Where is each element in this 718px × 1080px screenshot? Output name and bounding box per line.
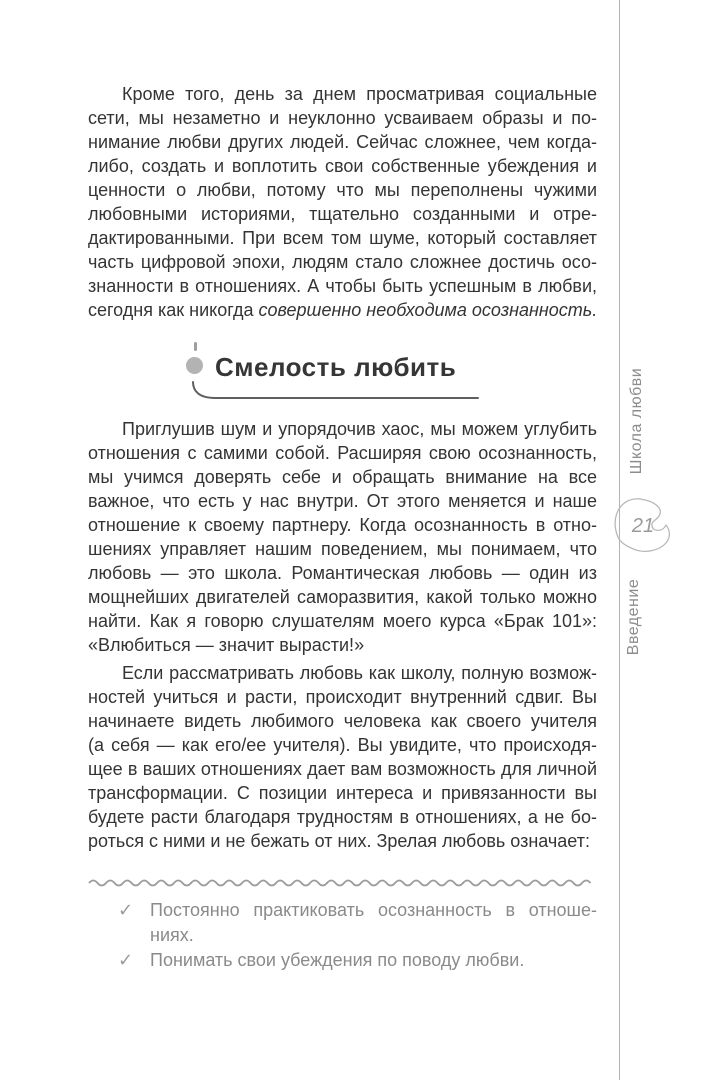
paragraph-text: сегодня как никогда	[88, 300, 259, 320]
heading-tick-icon	[194, 342, 197, 351]
paragraph-line	[88, 298, 597, 322]
paragraph-line: (а себя — как его/ее учителя). Вы увидите, что происходя-	[88, 735, 597, 755]
list-item-text	[150, 948, 597, 973]
paragraph-line: часть цифровой эпохи, людям стало сложнее достичь осо-	[88, 252, 597, 272]
paragraph-line: любовными историями, тщательно созданными и отре-	[88, 204, 597, 224]
list-item	[118, 948, 597, 973]
section-title: Смелость любить	[215, 352, 457, 382]
margin-label-chapter: Введение	[625, 578, 642, 656]
paragraph-1	[88, 82, 597, 322]
paragraph-line: ценности о любви, потому что мы переполнены чужими	[88, 180, 597, 200]
checkmark-icon: ✓	[118, 950, 134, 970]
paragraph-line: отношение к своему партнеру. Когда осознанность в отно-	[88, 515, 597, 535]
paragraph-line: «Влюбиться — значит вырасти!»	[88, 635, 365, 655]
heading-dot-icon	[186, 357, 203, 374]
paragraph-line: Кроме того, день за днем просматривая социальные	[122, 84, 597, 104]
list-item-text	[150, 898, 597, 948]
paragraph-line: любовь — это школа. Романтическая любовь — один из	[88, 563, 597, 583]
list-item-line: ниях.	[150, 925, 194, 945]
heading-underline	[188, 381, 482, 402]
paragraph-line: ностей учиться и расти, происходит внутренний сдвиг. Вы	[88, 687, 597, 707]
paragraph-line: важное, что есть у нас внутри. От этого меняется и наше	[88, 491, 597, 511]
paragraph-3	[88, 661, 597, 853]
checklist	[118, 898, 597, 973]
page-number: 21	[631, 515, 655, 537]
wavy-divider	[88, 876, 598, 889]
paragraph-line: мы учимся доверять себе и обращать внимание на все	[88, 467, 597, 487]
paragraph-line: найти. Как я говорю слушателям моего курса «Брак 101»:	[88, 611, 597, 631]
paragraph-line: будете расти благодаря трудностям в отношениях, а не бо-	[88, 807, 597, 827]
paragraph-line: роться с ними и не бежать от них. Зрелая любовь означает:	[88, 831, 590, 851]
paragraph-line: щее в ваших отношениях дает вам возможность для личной	[88, 759, 597, 779]
list-item-line: Постоянно практиковать осознанность в отноше-	[150, 900, 597, 920]
paragraph-line: Приглушив шум и упорядочив хаос, мы можем углубить	[122, 419, 597, 439]
checkmark-icon: ✓	[118, 900, 134, 920]
margin-label-book: Школа любви	[628, 367, 645, 475]
paragraph-line: знанности в отношениях. А чтобы быть успешным в любви,	[88, 276, 597, 296]
paragraph-line: мощнейших двигателей саморазвития, какой только можно	[88, 587, 597, 607]
list-item-line: Понимать свои убеждения по поводу любви.	[150, 950, 525, 970]
paragraph-line: нимание любви других людей. Сейчас сложнее, чем когда-	[88, 132, 597, 152]
paragraph-line: Если рассматривать любовь как школу, полную возмож-	[122, 663, 597, 683]
paragraph-2	[88, 417, 597, 657]
paragraph-line: дактированными. При всем том шуме, который составляет	[88, 228, 597, 248]
paragraph-line: отношения с самими собой. Расширяя свою осознанность,	[88, 443, 597, 463]
paragraph-line: шениях управляет нашим поведением, мы понимаем, что	[88, 539, 597, 559]
paragraph-line: начинаете видеть любимого человека как своего учителя	[88, 711, 597, 731]
paragraph-line: сети, мы незаметно и неуклонно усваиваем образы и по-	[88, 108, 597, 128]
paragraph-text-italic: совершенно необходима осознанность.	[258, 300, 598, 320]
list-item	[118, 898, 597, 948]
paragraph-line: трансформации. С позиции интереса и привязанности вы	[88, 783, 597, 803]
paragraph-line: либо, создать и воплотить свои собственные убеждения и	[88, 156, 597, 176]
